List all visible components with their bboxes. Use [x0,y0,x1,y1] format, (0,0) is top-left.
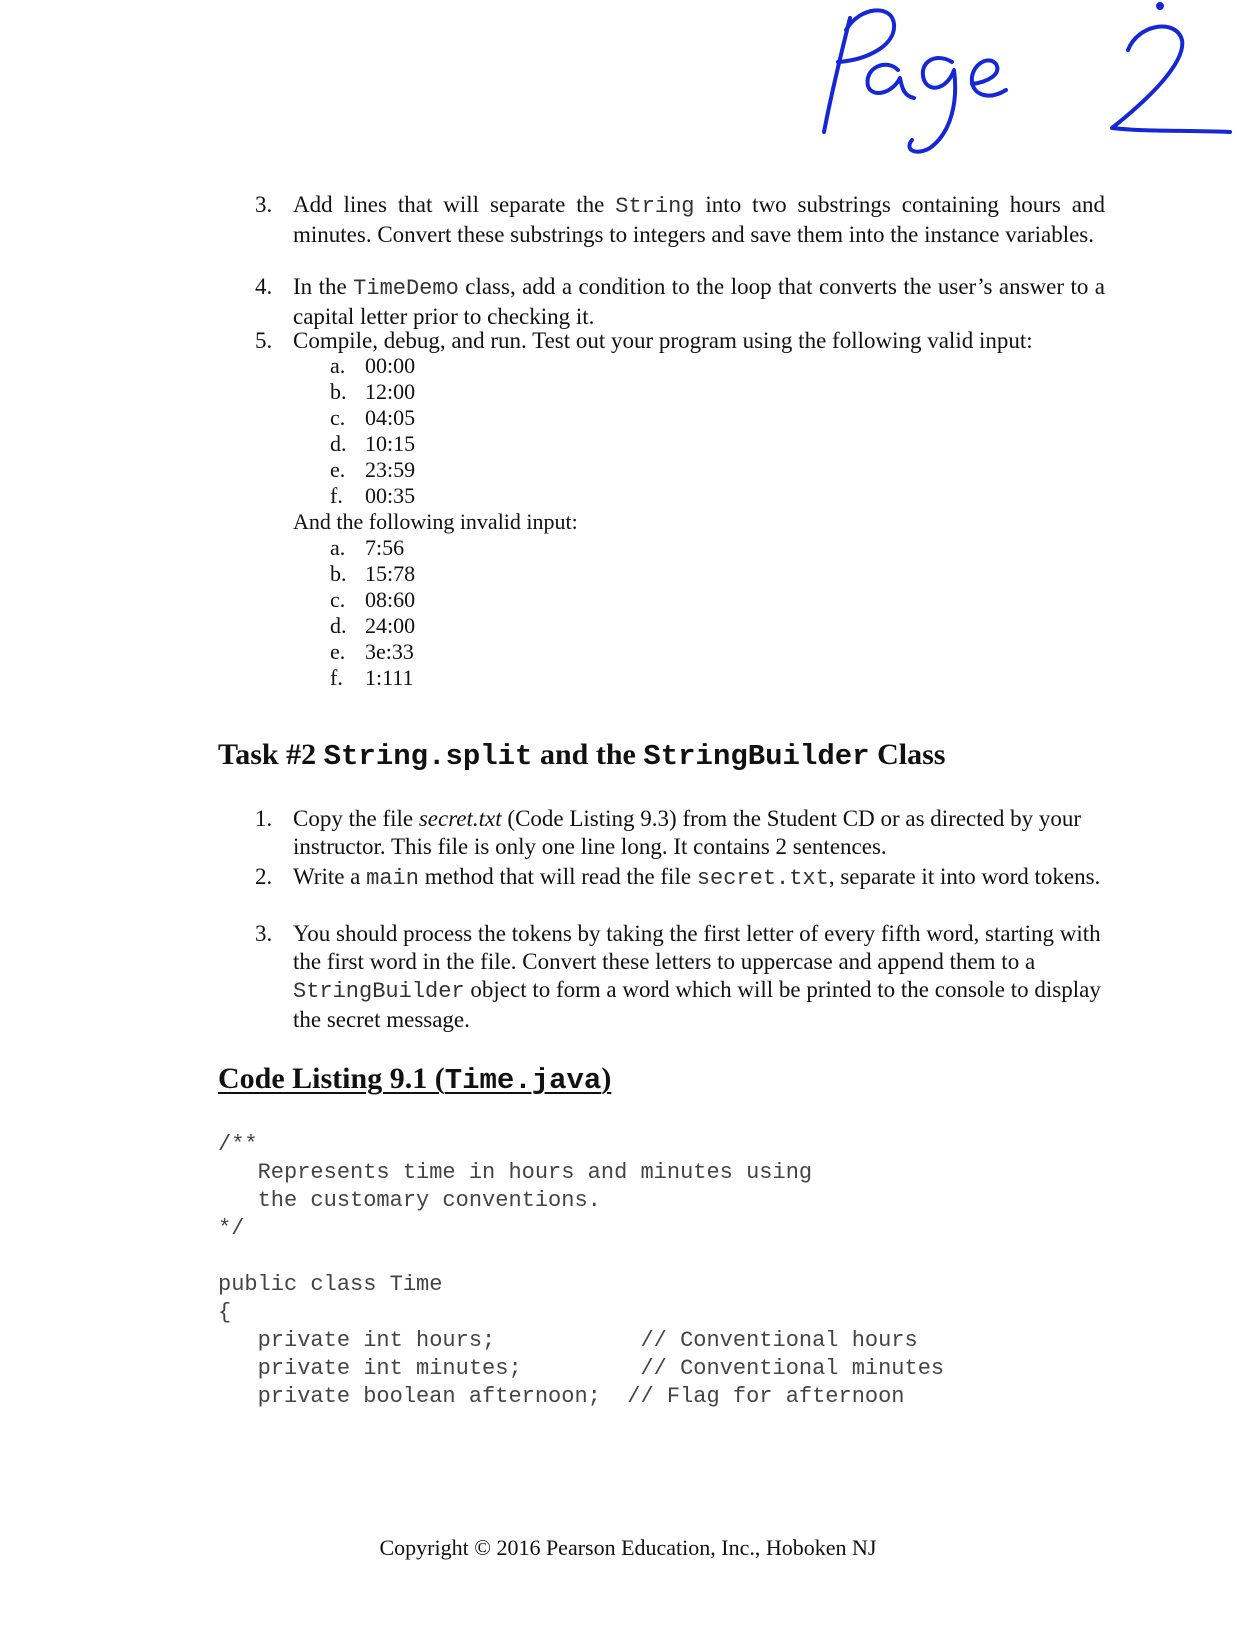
handwritten-page-annotation [820,0,1256,160]
code-line-9: private int minutes; // Conventional minutes [218,1356,945,1381]
invalid-input-label: And the following invalid input: [293,509,578,534]
task2-heading: Task #2 String.split and the StringBuilder Class [218,738,946,773]
code-line-7: { [218,1300,232,1325]
code-line-2: Represents time in hours and minutes using [218,1160,813,1185]
annotation-text: Page 2 [820,0,823,1]
code-line-10: private boolean afternoon; // Flag for afternoon [218,1384,905,1409]
code-line-1: /** [218,1132,258,1157]
code-line-3: the customary conventions. [218,1188,601,1213]
code-line-8: private int hours; // Conventional hours [218,1328,918,1353]
code-line-6: public class Time [218,1272,443,1297]
code-line-4: */ [218,1216,245,1241]
code-listing-heading: Code Listing 9.1 (Time.java) [218,1062,612,1097]
copyright-footer: Copyright © 2016 Pearson Education, Inc., Hoboken NJ [379,1535,877,1560]
